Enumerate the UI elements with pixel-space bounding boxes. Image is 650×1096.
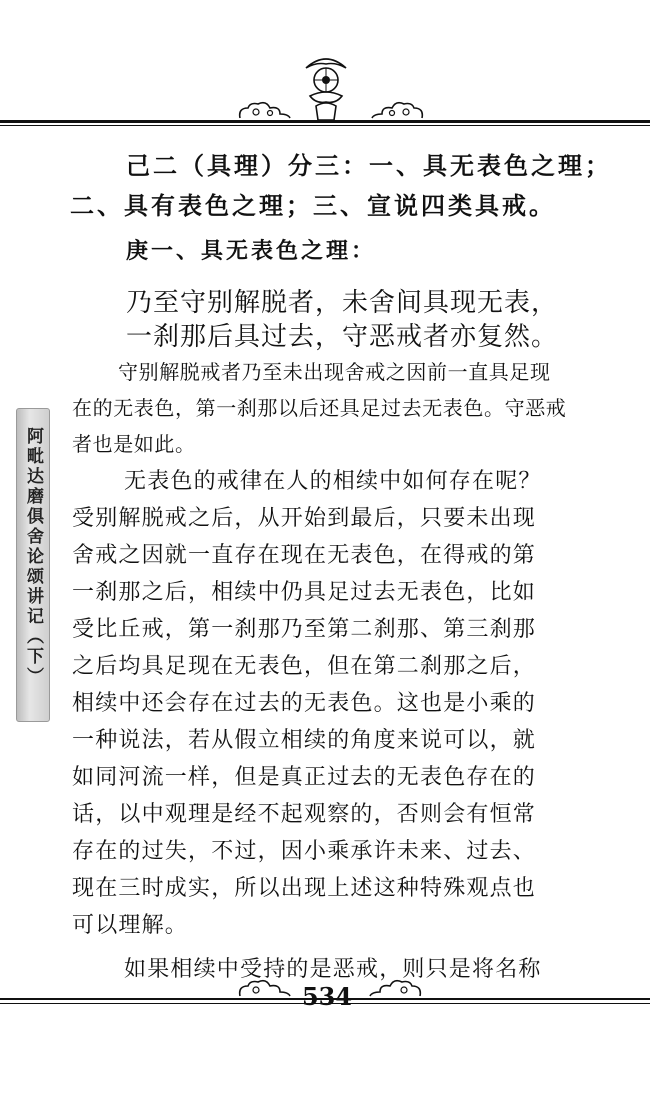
paragraph-2-line: 受比丘戒，第一刹那乃至第二刹那、第三刹那 <box>72 617 537 642</box>
paragraph-2-line: 一种说法，若从假立相续的角度来说可以，就 <box>72 728 537 753</box>
cloud-ornament-left-bottom <box>236 978 294 1000</box>
section-heading-line-1: 己二（具理）分三：一、具无表色之理； <box>126 152 612 180</box>
cloud-ornament-left-top <box>236 100 294 122</box>
paragraph-3-line-visible: 如果相续中受持的是恶戒，则只是将名称 <box>124 957 542 982</box>
paragraph-1-line: 守别解脱戒者乃至未出现舍戒之因前一直具足现 <box>118 360 551 384</box>
paragraph-2-line: 现在三时成实，所以出现上述这种特殊观点也 <box>72 876 537 901</box>
cloud-ornament-right-bottom <box>366 978 424 1000</box>
cloud-ornament-right-top <box>368 100 426 122</box>
subsection-heading: 庚一、具无表色之理： <box>126 239 377 264</box>
paragraph-2-line: 存在的过失，不过，因小乘承许未来、过去、 <box>72 839 537 864</box>
paragraph-1-line: 者也是如此。 <box>72 432 196 456</box>
paragraph-2-line: 受别解脱戒之后，从开始到最后，只要未出现 <box>72 506 537 531</box>
paragraph-2-line: 一刹那之后，相续中仍具足过去无表色，比如 <box>72 580 537 605</box>
paragraph-2-line: 相续中还会存在过去的无表色。这也是小乘的 <box>72 691 537 716</box>
page-number: 534 <box>301 982 353 1011</box>
verse-line-1: 乃至守别解脱者，未舍间具现无表， <box>126 288 559 318</box>
section-heading-line-2: 二、具有表色之理；三、宣说四类具戒。 <box>70 192 556 220</box>
book-title-side-tab <box>16 408 50 722</box>
verse-line-2: 一刹那后具过去，守恶戒者亦复然。 <box>126 322 559 352</box>
paragraph-1-line: 在的无表色，第一刹那以后还具足过去无表色。守恶戒 <box>72 396 567 420</box>
paragraph-2-line: 舍戒之因就一直存在现在无表色，在得戒的第 <box>72 543 537 568</box>
paragraph-2-line: 之后均具足现在无表色，但在第二刹那之后， <box>72 654 537 679</box>
paragraph-2-line: 可以理解。 <box>72 913 189 938</box>
paragraph-2-line: 无表色的戒律在人的相续中如何存在呢？ <box>124 469 542 494</box>
dharma-wheel-ornament <box>296 50 356 128</box>
book-title-vertical: 阿毗达磨俱舍论颂讲记（下） <box>23 427 43 687</box>
paragraph-2-line: 话，以中观理是经不起观察的，否则会有恒常 <box>72 802 537 827</box>
paragraph-2-line: 如同河流一样，但是真正过去的无表色存在的 <box>72 765 537 790</box>
